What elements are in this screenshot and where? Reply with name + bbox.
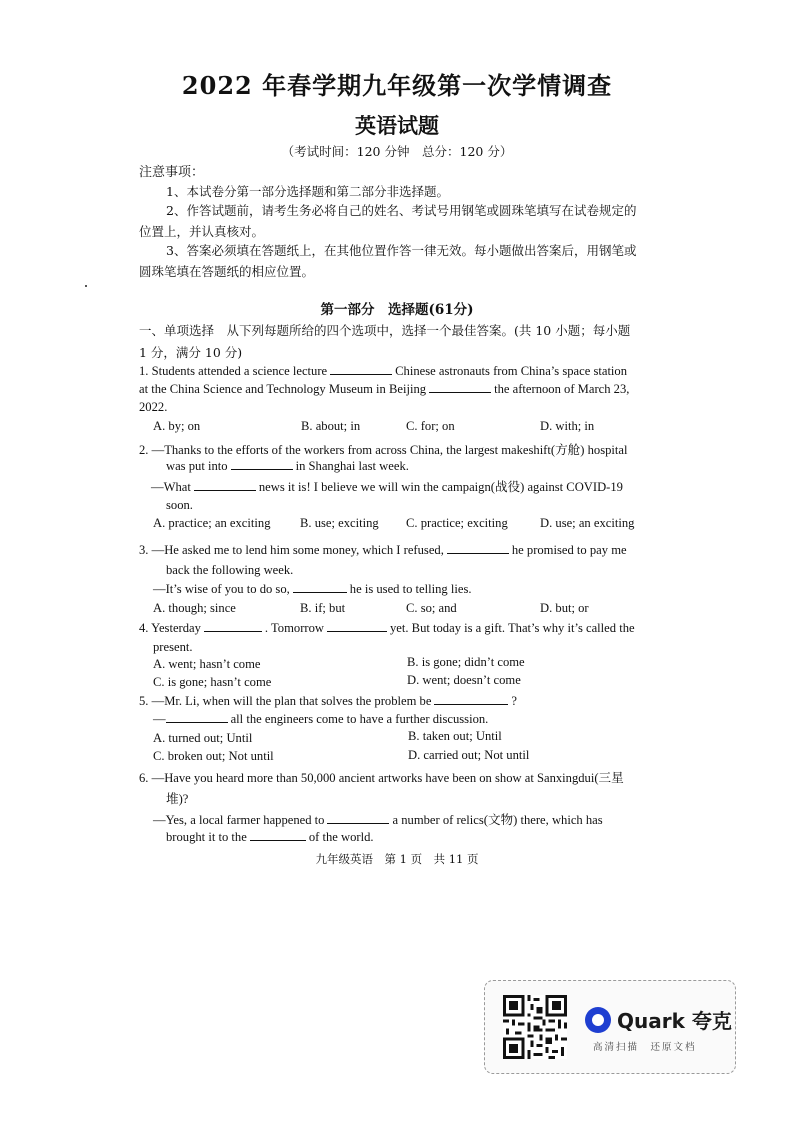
q1-text-d: the afternoon of March 23, xyxy=(494,382,630,396)
quark-tagline: 高清扫描 还原文档 xyxy=(593,1042,697,1053)
q4-option-d: D. went; doesn’t come xyxy=(407,673,521,687)
q2-text-b: in Shanghai last week. xyxy=(295,459,409,473)
section-title: 第一部分 选择题(61分) xyxy=(320,302,474,318)
qr-code-icon[interactable] xyxy=(503,995,567,1059)
q4-option-c: C. is gone; hasn’t come xyxy=(153,675,272,689)
question-6-line-3 xyxy=(153,809,603,828)
q1-text-a: 1. Students attended a science lecture xyxy=(139,364,328,378)
answer-blank xyxy=(194,479,256,491)
question-2-line-3 xyxy=(151,476,623,495)
q5-text-d: all the engineers come to have a further discussion. xyxy=(230,712,489,726)
q5-option-a: A. turned out; Until xyxy=(153,731,253,745)
question-5-line-2 xyxy=(153,711,488,727)
q5-option-b: B. taken out; Until xyxy=(408,729,502,743)
q1-option-c: C. for; on xyxy=(406,419,455,433)
answer-blank xyxy=(434,693,508,705)
notice-item-2: 2、作答试题前，请考生务必将自己的姓名、考试号用钢笔或圆珠笔填写在试卷规定的 xyxy=(166,203,637,218)
q1-text-c: at the China Science and Technology Museum in Beijing xyxy=(139,382,427,396)
question-6-line-4 xyxy=(166,829,374,845)
answer-blank xyxy=(429,381,491,393)
q6-text-c: brought it to the xyxy=(166,830,247,844)
notice-item-2-cont: 位置上，并认真核对。 xyxy=(139,224,265,239)
question-1-line-2 xyxy=(139,381,629,397)
question-1-line-3: 2022. xyxy=(139,400,168,414)
page-footer: 九年级英语 第 1 页 共 11 页 xyxy=(315,852,479,866)
question-4-line-2: present. xyxy=(153,640,193,654)
question-6-line-1: 6. —Have you heard more than 50,000 ancient artworks have been on show at Sanxingdui(三星 xyxy=(139,771,624,785)
q2-option-d: D. use; an exciting xyxy=(540,516,635,530)
question-3-line-2: back the following week. xyxy=(166,563,294,577)
quark-brand xyxy=(585,1005,732,1034)
q1-option-b: B. about; in xyxy=(301,419,361,433)
q3-text-c: —It’s wise of you to do so, xyxy=(153,582,290,596)
notice-item-3: 3、答案必须填在答题纸上，在其他位置作答一律无效。每小题做出答案后，用钢笔或 xyxy=(166,243,637,258)
q3-text-b: he promised to pay me xyxy=(511,543,627,557)
notice-item-3-cont: 圆珠笔填在答题纸的相应位置。 xyxy=(139,264,315,279)
q5-text-b: ? xyxy=(511,694,517,708)
q5-text-a: 5. —Mr. Li, when will the plan that solves the problem be xyxy=(139,694,432,708)
q2-option-c: C. practice; exciting xyxy=(406,516,508,530)
answer-blank xyxy=(166,711,228,723)
q2-text-c: —What xyxy=(151,480,191,494)
question-2-line-4: soon. xyxy=(166,498,193,512)
q6-text-b: a number of relics(文物) there, which has xyxy=(392,813,603,827)
section-instruction: 一、单项选择 从下列每题所给的四个选项中，选择一个最佳答案。(共 10 小题；每小题 xyxy=(139,323,631,338)
scan-speck xyxy=(85,285,87,287)
q1-text-b: Chinese astronauts from China’s space station xyxy=(395,364,628,378)
q2-option-b: B. use; exciting xyxy=(300,516,379,530)
q5-option-d: D. carried out; Not until xyxy=(408,748,530,762)
exam-title: 2022 年春学期九年级第一次学情调查 xyxy=(181,71,613,100)
answer-blank xyxy=(327,620,387,632)
q1-option-d: D. with; in xyxy=(540,419,595,433)
q3-option-a: A. though; since xyxy=(153,601,236,615)
q3-option-b: B. if; but xyxy=(300,601,346,615)
exam-meta: （考试时间：120 分钟 总分：120 分） xyxy=(281,144,513,159)
q4-text-c: yet. But today is a gift. That’s why it’s called the xyxy=(389,621,635,635)
q6-text-d: of the world. xyxy=(308,830,374,844)
quark-logo-icon xyxy=(585,1007,611,1033)
q4-text-a: 4. Yesterday xyxy=(139,621,201,635)
q2-text-a: was put into xyxy=(166,459,228,473)
q6-text-a: —Yes, a local farmer happened to xyxy=(153,813,325,827)
question-1-line-1 xyxy=(139,363,627,379)
exam-subtitle: 英语试题 xyxy=(355,113,439,138)
notice-heading: 注意事项： xyxy=(139,165,205,180)
q3-option-d: D. but; or xyxy=(540,601,589,615)
q4-text-b: . Tomorrow xyxy=(264,621,324,635)
question-3-line-1 xyxy=(139,542,627,558)
q5-option-c: C. broken out; Not until xyxy=(153,749,274,763)
q2-text-d: news it is! I believe we will win the campaign(战役) against COVID-19 xyxy=(258,480,623,494)
answer-blank xyxy=(250,829,306,841)
q3-option-c: C. so; and xyxy=(406,601,457,615)
answer-blank xyxy=(327,812,389,824)
notice-item-1: 1、本试卷分第一部分选择题和第二部分非选择题。 xyxy=(166,184,449,199)
section-instruction-cont: 1 分，满分 10 分) xyxy=(139,345,243,360)
q3-text-a: 3. —He asked me to lend him some money, which I refused, xyxy=(139,543,444,557)
question-2-line-2 xyxy=(166,458,409,474)
question-2-line-1: 2. —Thanks to the efforts of the workers from across China, the largest makeshift(方舱) hospital xyxy=(139,443,628,457)
answer-blank xyxy=(204,620,262,632)
q4-option-a: A. went; hasn’t come xyxy=(153,657,261,671)
question-3-line-3 xyxy=(153,581,472,597)
question-6-line-2: 堆)? xyxy=(166,792,189,806)
q4-option-b: B. is gone; didn’t come xyxy=(407,655,525,669)
quark-scan-badge[interactable] xyxy=(484,980,736,1074)
quark-brand-name: Quark 夸克 xyxy=(617,1009,732,1033)
answer-blank xyxy=(293,581,347,593)
q3-text-d: he is used to telling lies. xyxy=(349,582,472,596)
answer-blank xyxy=(447,542,509,554)
q2-option-a: A. practice; an exciting xyxy=(153,516,271,530)
answer-blank xyxy=(330,363,392,375)
q5-text-c: — xyxy=(153,712,166,726)
question-5-line-1 xyxy=(139,693,517,709)
answer-blank xyxy=(231,458,293,470)
question-4-line-1 xyxy=(139,620,635,636)
q1-option-a: A. by; on xyxy=(153,419,201,433)
